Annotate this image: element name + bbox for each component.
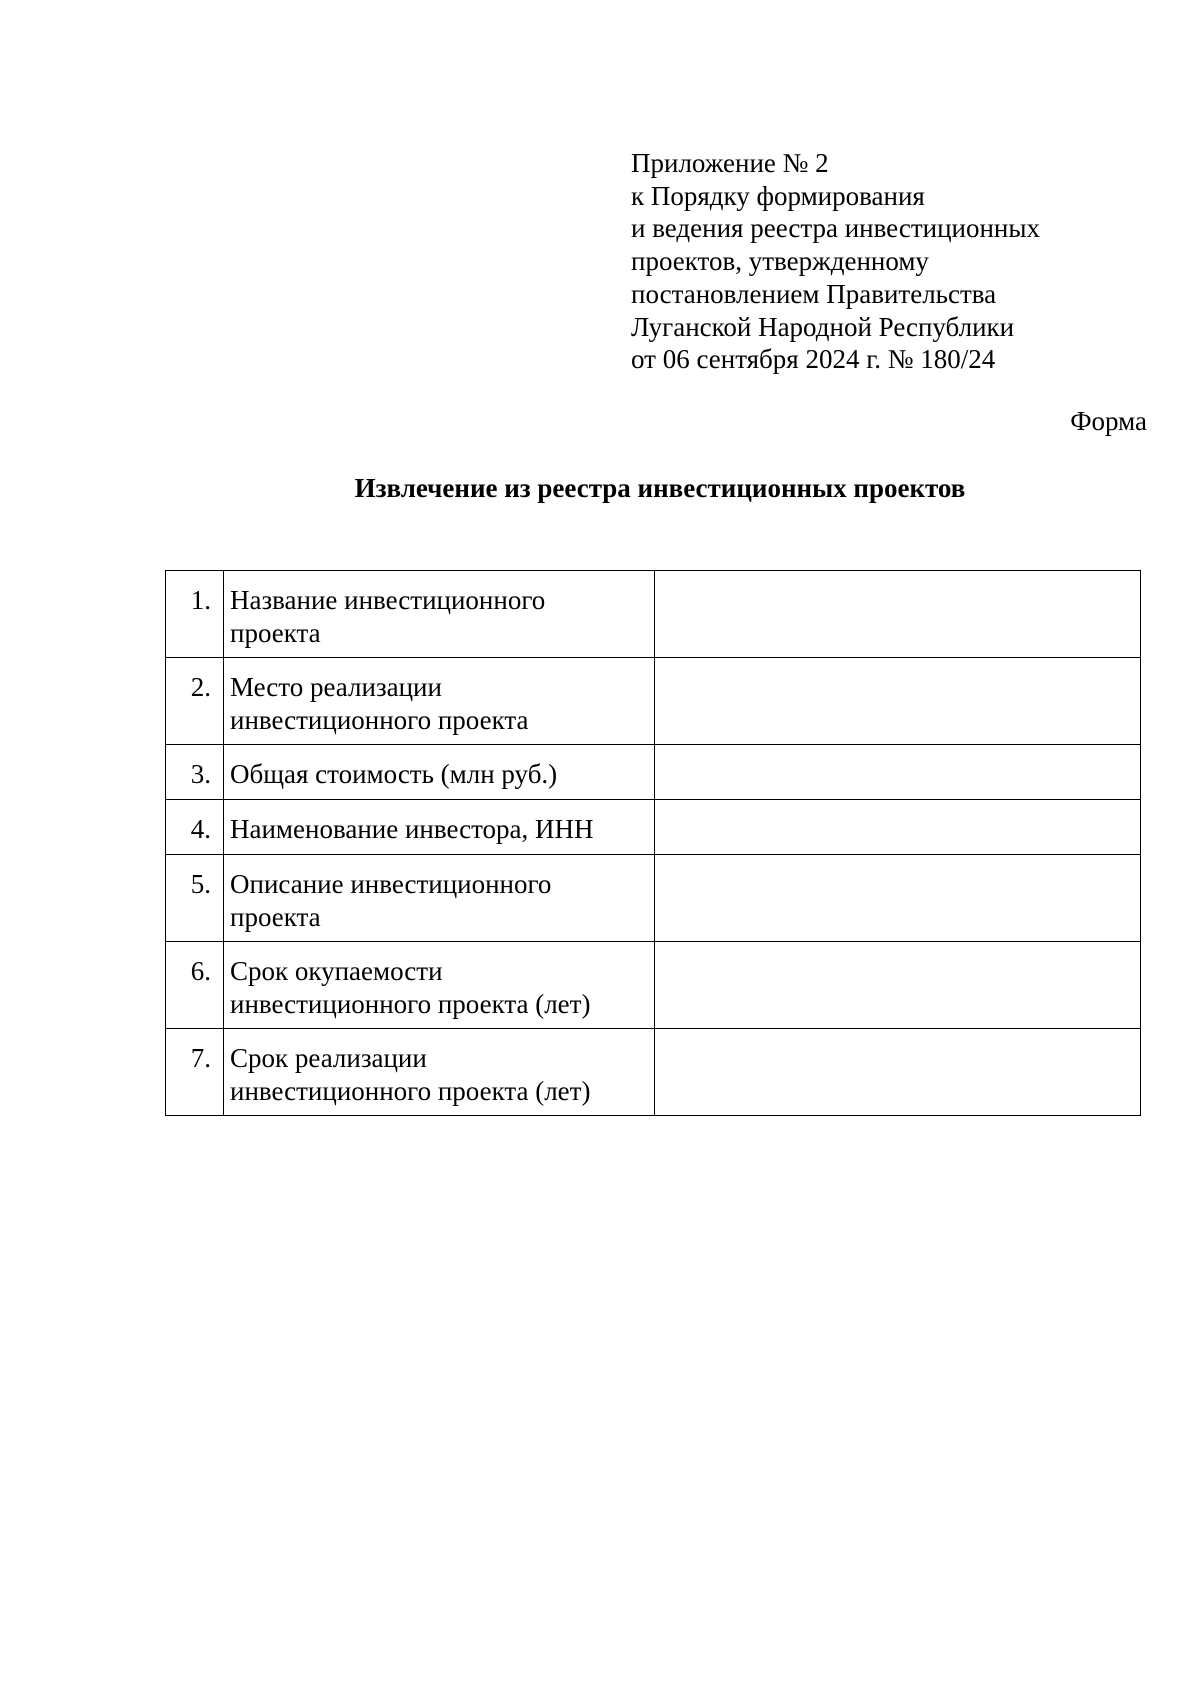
row-number: 2. bbox=[166, 658, 224, 745]
row-value[interactable] bbox=[655, 855, 1141, 942]
table-row bbox=[166, 571, 1141, 658]
appendix-header bbox=[631, 147, 1151, 376]
row-number: 7. bbox=[166, 1029, 224, 1116]
table-row bbox=[166, 658, 1141, 745]
row-label bbox=[224, 658, 655, 745]
row-label-line: Общая стоимость (млн руб.) bbox=[230, 759, 558, 789]
row-value[interactable] bbox=[655, 1029, 1141, 1116]
row-label-line: проекта bbox=[230, 617, 321, 648]
row-value[interactable] bbox=[655, 942, 1141, 1029]
row-label-line: инвестиционного проекта bbox=[230, 704, 529, 735]
table-row bbox=[166, 800, 1141, 855]
row-value[interactable] bbox=[655, 800, 1141, 855]
row-label-line: проекта bbox=[230, 901, 321, 932]
row-label-line: Место реализации bbox=[230, 672, 442, 702]
row-label-line: инвестиционного проекта (лет) bbox=[230, 988, 591, 1019]
appendix-line: Приложение № 2 bbox=[631, 148, 829, 178]
row-number: 6. bbox=[166, 942, 224, 1029]
appendix-line: проектов, утвержденному bbox=[631, 246, 929, 277]
appendix-line: и ведения реестра инвестиционных bbox=[631, 213, 1041, 244]
form-label: Форма bbox=[1070, 406, 1147, 436]
appendix-line: постановлением Правительства bbox=[631, 278, 997, 309]
appendix-line: Луганской Народной Республики bbox=[631, 311, 1015, 342]
table-row bbox=[166, 855, 1141, 942]
row-number: 1. bbox=[166, 571, 224, 658]
table-row bbox=[166, 1029, 1141, 1116]
row-label-line: Срок окупаемости bbox=[230, 956, 443, 986]
row-label bbox=[224, 745, 655, 800]
row-number: 5. bbox=[166, 855, 224, 942]
row-label bbox=[224, 571, 655, 658]
row-label-line: Название инвестиционного bbox=[230, 585, 546, 615]
row-value[interactable] bbox=[655, 571, 1141, 658]
row-value[interactable] bbox=[655, 658, 1141, 745]
row-number: 3. bbox=[166, 745, 224, 800]
appendix-line: к Порядку формирования bbox=[631, 180, 925, 211]
row-number: 4. bbox=[166, 800, 224, 855]
row-label bbox=[224, 800, 655, 855]
document-title: Извлечение из реестра инвестиционных проектов bbox=[354, 473, 966, 503]
table-row bbox=[166, 942, 1141, 1029]
table-row bbox=[166, 745, 1141, 800]
row-label-line: Срок реализации bbox=[230, 1043, 427, 1073]
registry-table bbox=[165, 570, 1141, 1116]
row-label-line: Описание инвестиционного bbox=[230, 869, 552, 899]
row-label bbox=[224, 942, 655, 1029]
row-label-line: инвестиционного проекта (лет) bbox=[230, 1075, 591, 1106]
appendix-line: от 06 сентября 2024 г. № 180/24 bbox=[631, 344, 996, 375]
row-label bbox=[224, 1029, 655, 1116]
row-value[interactable] bbox=[655, 745, 1141, 800]
row-label bbox=[224, 855, 655, 942]
row-label-line: Наименование инвестора, ИНН bbox=[230, 814, 594, 844]
